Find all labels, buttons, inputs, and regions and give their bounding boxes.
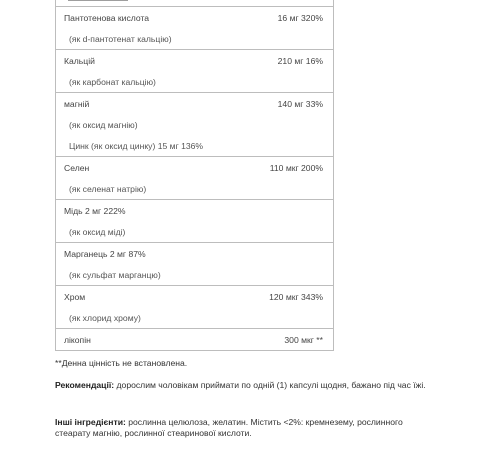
table-row <box>56 93 333 114</box>
supplement-facts-table <box>55 0 334 351</box>
table-top-edge <box>55 0 334 6</box>
nutrient-amount: 210 мг 16% <box>277 55 323 66</box>
table-row <box>56 50 333 71</box>
nutrient-name: (як d-пантотенат кальцію) <box>69 33 172 44</box>
nutrient-name: лікопін <box>64 334 91 345</box>
table-row-group <box>55 157 334 200</box>
nutrient-name: Марганець 2 мг 87% <box>64 248 146 259</box>
nutrient-amount: 300 мкг ** <box>284 334 323 345</box>
nutrient-name: Пантотенова кислота <box>64 12 150 23</box>
other-ingredients-text: рослинна целюлоза, желатин. Містить <2%: кремнезему, рослинного стеарату магнію, рослинної стеаринової кислоти. <box>55 417 403 438</box>
table-row-group <box>55 286 334 329</box>
recommendations-label: Рекомендації: <box>55 380 115 390</box>
nutrient-name: Цинк (як оксид цинку) 15 мг 136% <box>69 140 204 151</box>
table-row <box>56 7 333 28</box>
table-row <box>56 114 333 135</box>
table-row <box>56 200 333 221</box>
table-row <box>56 286 333 307</box>
nutrient-name: (як оксид міді) <box>69 226 126 237</box>
table-row <box>56 135 333 156</box>
nutrient-amount: 140 мг 33% <box>277 98 323 109</box>
table-row-group <box>55 200 334 243</box>
nutrient-name: Мідь 2 мг 222% <box>64 205 126 216</box>
nutrient-name: (як карбонат кальцію) <box>69 76 156 87</box>
table-row <box>56 264 333 285</box>
table-row-group <box>55 50 334 93</box>
other-ingredients <box>55 417 435 439</box>
nutrient-amount: 110 мкг 200% <box>269 162 323 173</box>
recommendations <box>55 380 435 391</box>
recommendations-text: дорослим чоловікам приймати по одній (1) капсулі щодня, бажано під час їжі. <box>114 380 426 390</box>
table-row <box>56 329 333 350</box>
nutrient-name: (як сульфат марганцю) <box>69 269 161 280</box>
table-row-group <box>55 243 334 286</box>
table-row <box>56 71 333 92</box>
table-row <box>56 28 333 49</box>
nutrient-name: (як селенат натрію) <box>69 183 147 194</box>
nutrient-name: (як оксид магнію) <box>69 119 138 130</box>
table-row-group <box>55 329 334 351</box>
nutrient-name: магній <box>64 98 90 109</box>
table-row-group <box>55 6 334 50</box>
table-row <box>56 157 333 178</box>
table-row <box>56 243 333 264</box>
nutrient-amount: 16 мг 320% <box>277 12 323 23</box>
nutrient-name: Хром <box>64 291 86 302</box>
table-row <box>56 307 333 328</box>
nutrient-amount: 120 мкг 343% <box>269 291 323 302</box>
table-row <box>56 221 333 242</box>
nutrient-name: Селен <box>64 162 90 173</box>
nutrient-name: Кальцій <box>64 55 95 66</box>
table-row <box>56 178 333 199</box>
footnote-text: **Денна цінність не встановлена. <box>55 358 188 368</box>
table-groups <box>55 6 334 351</box>
footnote <box>55 358 187 369</box>
nutrient-name: (як хлорид хрому) <box>69 312 141 323</box>
other-ingredients-label: Інші інгредієнти: <box>55 417 126 427</box>
table-row-group <box>55 93 334 157</box>
